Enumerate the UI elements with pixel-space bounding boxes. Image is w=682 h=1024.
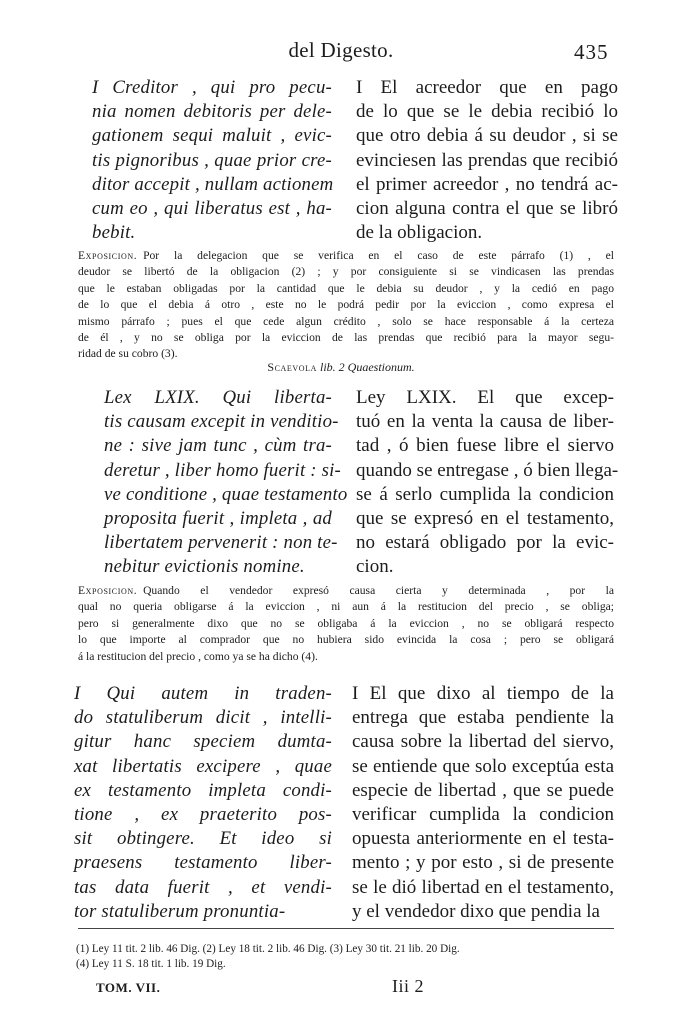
latin-paragraph-1-law-69: [74, 682, 332, 924]
spanish-line: se entiende que solo exceptúa esta: [352, 755, 614, 777]
running-header-title: del Digesto.: [288, 38, 394, 62]
latin-line: tis pignoribus , quae prior cre-: [92, 149, 332, 171]
latin-line: bebit.: [92, 222, 136, 244]
spanish-line: cion.: [356, 556, 394, 578]
volume-label: TOM. VII.: [96, 980, 161, 995]
exposition-line: [78, 248, 614, 264]
latin-line: gationem sequi maluit , evic-: [92, 125, 332, 147]
spanish-line: y el vendedor dixo que pendia la: [352, 900, 600, 922]
source-citation: [0, 360, 682, 375]
latin-line: tor statuliberum pronuntia-: [74, 900, 286, 922]
latin-line: sit obtingere. Et ideo si: [74, 828, 332, 850]
signature-mark: Iii 2: [392, 976, 424, 996]
latin-line: deretur , liber homo fuerit : si-: [104, 459, 341, 481]
latin-law-69: [104, 386, 348, 580]
source-author: Scaevola: [267, 360, 318, 374]
spanish-line: I El que dixo al tiempo de la: [352, 683, 614, 704]
spanish-line: causa sobre la libertad del siervo,: [352, 731, 614, 753]
latin-line: do statuliberum dicit , intelli-: [74, 707, 332, 729]
latin-line: cum eo , qui liberatus est , ha-: [92, 197, 332, 219]
spanish-line: quando se entregase , ó bien llega-: [356, 459, 619, 481]
spanish-law-69: [356, 386, 619, 580]
exposition-line: mismo párrafo ; pues el que cede algun crédito , solo se hace responsable á la certeza: [78, 314, 614, 328]
latin-line: tis causam excepit in venditio-: [104, 411, 339, 433]
spanish-line: no estará obligado por la evic-: [356, 532, 614, 554]
spanish-paragraph-1-law-69: [352, 682, 614, 924]
spanish-line: mento ; y por esto , si de presente: [352, 852, 614, 874]
exposition-text: Por la delegacion que se verifica en el caso de este párrafo (1) , el: [143, 249, 614, 262]
spanish-line: especie de libertad , que se puede: [352, 779, 614, 801]
latin-line: ditor accepit , nullam actionem: [92, 173, 334, 195]
spanish-line: de la obligacion.: [356, 222, 483, 244]
footnote-line: (1) Ley 11 tit. 2 lib. 46 Dig. (2) Ley 18 tit. 2 lib. 46 Dig. (3) Ley 30 tit. 21 lib. 20 Dig.: [76, 943, 460, 955]
exposition-line: qual no queria obligarse á la eviccion , ni aun á la restitucion del precio , se obliga;: [78, 600, 614, 614]
latin-line: proposita fuerit , impleta , ad: [104, 507, 332, 529]
page-number: 435: [574, 40, 609, 64]
latin-line: nebitur evictionis nomine.: [104, 556, 305, 578]
spanish-line: de lo que se le debia recibió lo: [356, 101, 618, 123]
footnote-line: (4) Ley 11 S. 18 tit. 1 lib. 19 Dig.: [76, 958, 226, 970]
exposition-line: que le estaban obligadas por la cantidad que le debia su deudor , y la cedió en pago: [78, 281, 614, 295]
spanish-line: se le dió libertad en el testamento,: [352, 876, 614, 898]
source-reference: lib. 2 Quaestionum.: [320, 360, 415, 374]
latin-line: tas data fuerit , et vendi-: [74, 876, 332, 898]
exposition-line: de él , y no se obliga por la eviccion de las prendas que recibió para la mayor segu-: [78, 330, 614, 344]
spanish-line: entrega que estaba pendiente la: [352, 707, 614, 729]
spanish-line: tuó en la venta la causa de liber-: [356, 411, 614, 433]
exposition-line: lo que importe al comprador que no hubiera sido evincida la cosa ; pero se obligará: [78, 633, 614, 647]
latin-line: praesens testamento liber-: [74, 852, 332, 874]
latin-line: nia nomen debitoris per dele-: [92, 101, 332, 123]
spanish-line: tad , ó bien fuese libre el siervo: [356, 435, 614, 457]
exposition-label: Exposicion.: [78, 249, 138, 262]
spanish-line: I El acreedor que en pago: [356, 77, 618, 98]
spanish-paragraph-1: [356, 76, 618, 245]
spanish-line: Ley LXIX. El que excep-: [356, 387, 614, 408]
spanish-line: verificar cumplida la condicion: [352, 803, 614, 825]
latin-line: gitur hanc speciem dumta-: [74, 731, 332, 753]
latin-line: I Creditor , qui pro pecu-: [92, 77, 332, 98]
exposition-line: de lo que el debia á otro , este no le podrá pedir por la eviccion , como expresa el: [78, 298, 614, 312]
footnotes: [76, 942, 616, 972]
spanish-line: cion alguna contra el que se libró: [356, 197, 618, 219]
latin-line: xat libertatis excipere , quae: [74, 755, 332, 777]
latin-line: ne : sive jam tunc , cùm tra-: [104, 435, 332, 457]
exposition-line: [78, 583, 614, 599]
latin-line: Lex LXIX. Qui liberta-: [104, 387, 332, 408]
spanish-line: que otro debia á su deudor , si se: [356, 125, 618, 147]
spanish-line: evinciesen las prendas que recibió: [356, 149, 618, 171]
exposition-text: Quando el vendedor expresó causa cierta y determinada , por la: [143, 584, 614, 597]
exposition-2: [78, 583, 614, 665]
latin-line: I Qui autem in traden-: [74, 683, 332, 704]
spanish-line: se á serlo cumplida la condicion: [356, 483, 614, 505]
exposition-line: ridad de su cobro (3).: [78, 347, 178, 361]
spanish-line: opuesta anteriormente en el testa-: [352, 828, 614, 850]
latin-paragraph-1: [92, 76, 332, 245]
latin-line: tione , ex praeterito pos-: [74, 803, 332, 825]
exposition-label: Exposicion.: [78, 584, 138, 597]
exposition-1: [78, 248, 614, 363]
latin-line: libertatem pervenerit : non te-: [104, 532, 338, 554]
spanish-line: el primer acreedor , no tendrá ac-: [356, 173, 618, 195]
latin-line: ex testamento impleta condi-: [74, 779, 332, 801]
exposition-line: deudor se libertó de la obligacion (2) ; y por consiguiente si se vindicasen las prendas: [78, 265, 614, 279]
latin-line: ve conditione , quae testamento: [104, 483, 348, 505]
footnote-rule: [78, 928, 614, 929]
exposition-line: pero si generalmente dixo que no se obligaba á la eviccion , no se obligará respecto: [78, 616, 614, 630]
spanish-line: que se expresó en el testamento,: [356, 507, 614, 529]
exposition-line: á la restitucion del precio , como ya se ha dicho (4).: [78, 649, 318, 663]
